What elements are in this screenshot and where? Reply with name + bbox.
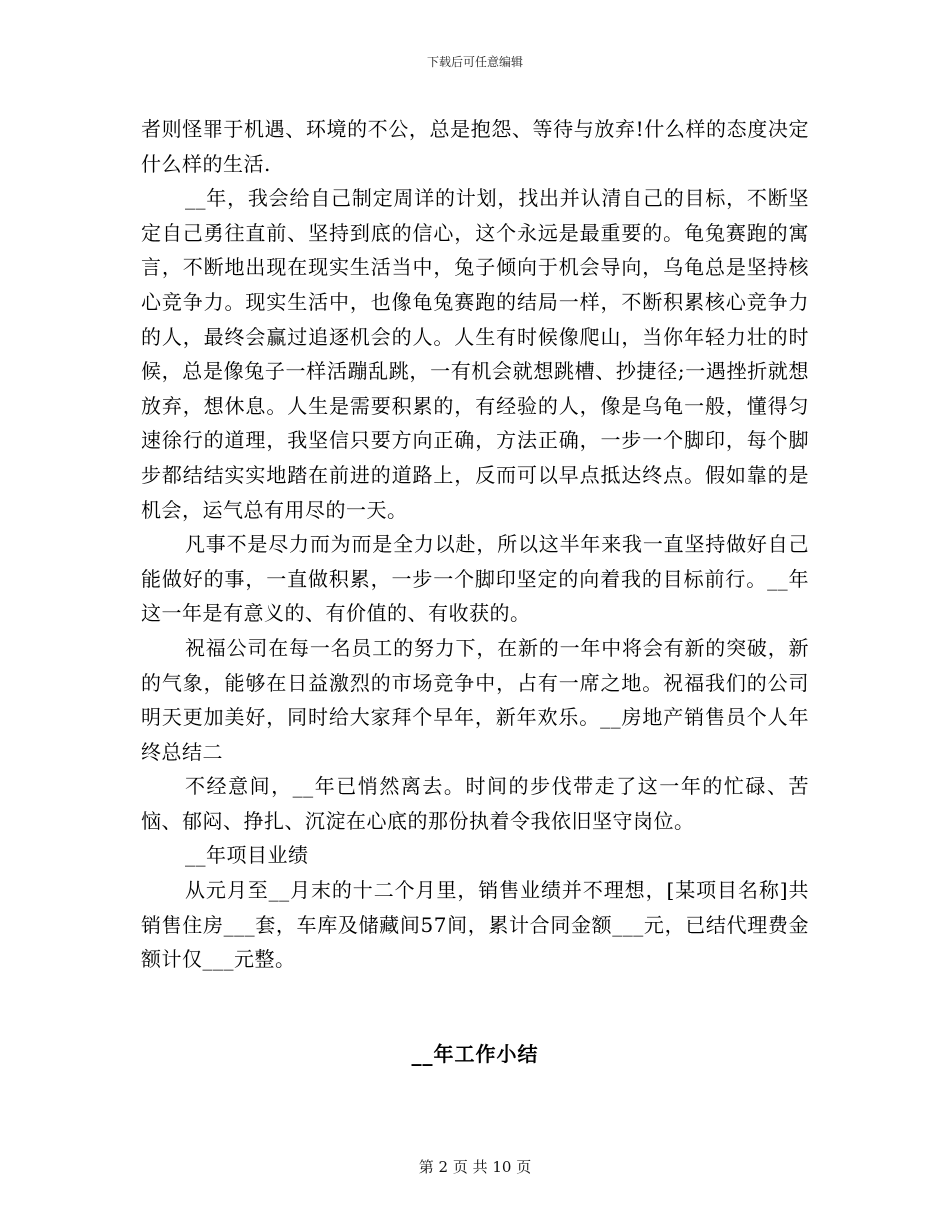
paragraph: __年，我会给自己制定周详的计划，找出并认清自己的目标，不断坚定自己勇往直前、坚持到底的信心，这个永远是最重要的。龟兔赛跑的寓言，不断地出现在现实生活当中，兔子倾向于机会导向，乌龟总是坚持核心竞争力。现实生活中，也像龟兔赛跑的结局一样，不断积累核心竞争力的人，最终会赢过追逐机会的人。人生有时候像爬山，当你年轻力壮的时候，总是像兔子一样活蹦乱跳，一有机会就想跳槽、抄捷径;一遇挫折就想放弃，想休息。人生是需要积累的，有经验的人，像是乌龟一般，懂得匀速徐行的道理，我坚信只要方向正确，方法正确，一步一个脚印，每个脚步都结结实实地踏在前进的道路上，反而可以早点抵达终点。假如靠的是机会，运气总有用尽的一天。 [141,186,809,522]
paragraph: 祝福公司在每一名员工的努力下，在新的一年中将会有新的突破，新的气象，能够在日益激烈的市场竞争中，占有一席之地。祝福我们的公司明天更加美好，同时给大家拜个早年，新年欢乐。__房地产销售员个人年终总结二 [141,635,809,764]
paragraph: 凡事不是尽力而为而是全力以赴，所以这半年来我一直坚持做好自己能做好的事，一直做积累，一步一个脚印坚定的向着我的目标前行。__年这一年是有意义的、有价值的、有收获的。 [141,532,809,626]
paragraph: 者则怪罪于机遇、环境的不公，总是抱怨、等待与放弃!什么样的态度决定什么样的生活. [141,117,809,176]
page-number-footer: 第 2 页 共 10 页 [418,1158,532,1176]
section-heading: __年工作小结 [411,1042,539,1066]
header-note: 下载后可任意编辑 [426,55,523,69]
paragraph: 不经意间，__年已悄然离去。时间的步伐带走了这一年的忙碌、苦恼、郁闷、挣扎、沉淀在心底的那份执着令我依旧坚守岗位。 [141,774,809,833]
paragraph: 从元月至__月末的十二个月里，销售业绩并不理想，[某项目名称]共销售住房___套，车库及储藏间57间，累计合同金额___元，已结代理费金额计仅___元整。 [141,878,809,972]
document-body [141,112,809,977]
paragraph: __年项目业绩 [185,843,309,868]
